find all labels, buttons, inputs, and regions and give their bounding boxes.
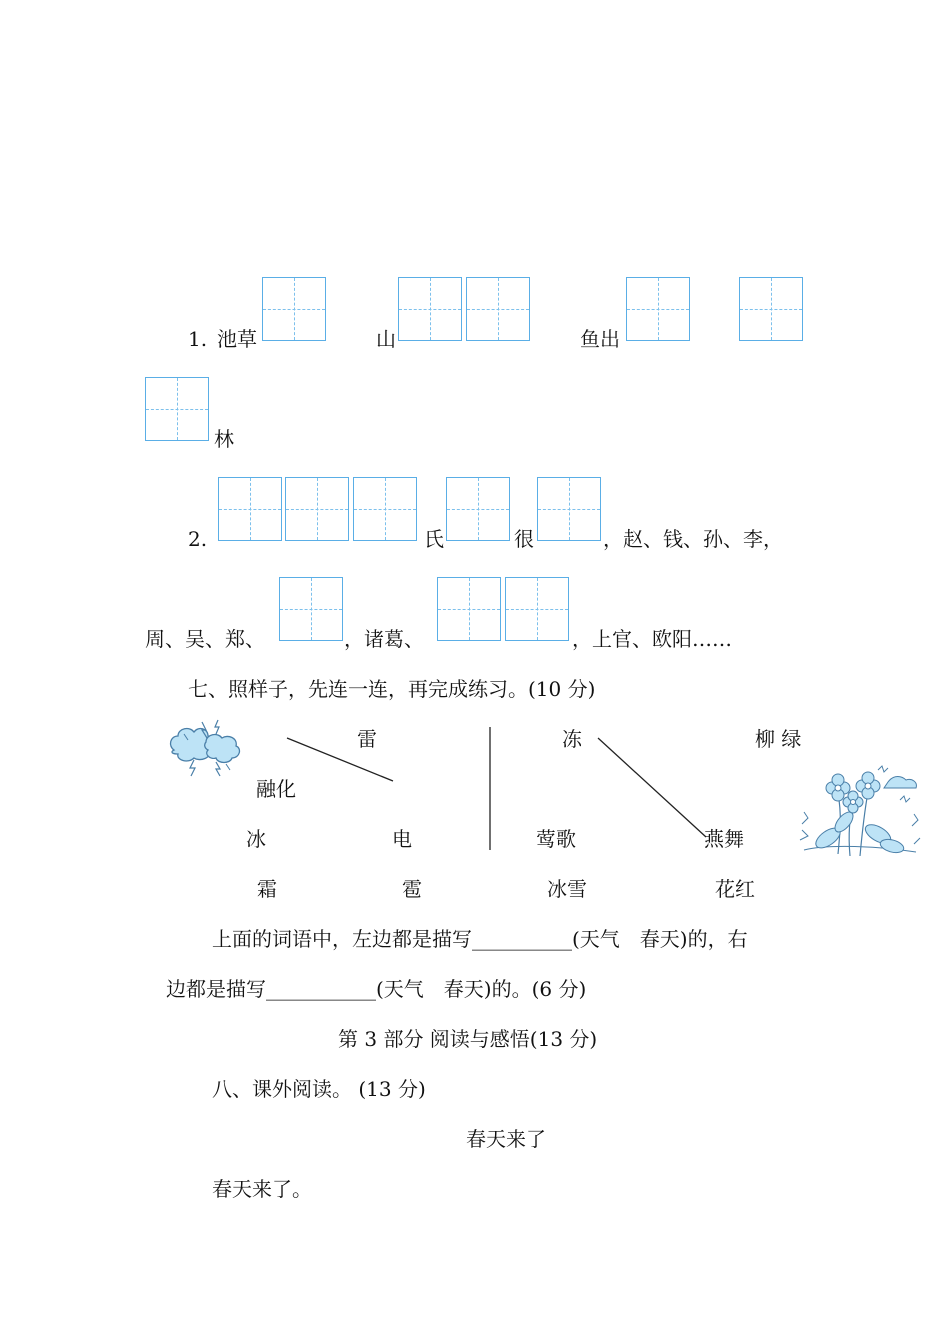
word-dong[interactable]: 冻 [562, 727, 582, 751]
question-text: (天气 春天)的，右 [572, 927, 748, 951]
exercise-8-heading: 八、课外阅读。 (13 分) [212, 1077, 426, 1101]
example-match-line [598, 738, 706, 837]
word-bao[interactable]: 雹 [402, 877, 422, 901]
word-shuang[interactable]: 霜 [257, 877, 277, 901]
text-segment: ，上官、欧阳…… [572, 627, 732, 651]
passage-title: 春天来了 [466, 1127, 546, 1151]
text-segment: 山 [376, 327, 396, 351]
question-text: 上面的词语中，左边都是描写 [212, 927, 472, 951]
word-dian[interactable]: 电 [392, 827, 412, 851]
text-segment: 林 [214, 427, 234, 451]
exercise-7-heading: 七、照样子，先连一连，再完成练习。(10 分) [188, 677, 596, 701]
word-lei[interactable]: 雷 [357, 727, 377, 751]
word-bingxue[interactable]: 冰雪 [547, 877, 587, 901]
fill-question-line-1 [212, 927, 748, 951]
passage-text: 春天来了。 [212, 1177, 312, 1201]
word-liulv[interactable]: 柳 绿 [755, 727, 802, 751]
answer-blank-1[interactable]: __________ [472, 927, 572, 951]
text-segment: 池草 [217, 327, 257, 351]
text-segment: 很 [514, 527, 534, 551]
word-ronghua[interactable]: 融化 [256, 777, 296, 801]
part-3-title: 第 3 部分 阅读与感悟(13 分) [338, 1027, 598, 1051]
word-yingge[interactable]: 莺歌 [536, 827, 576, 851]
item-number-1: 1. [188, 327, 208, 351]
question-text: (天气 春天)的。(6 分) [376, 977, 587, 1001]
word-yanwu[interactable]: 燕舞 [704, 827, 744, 851]
word-bing[interactable]: 冰 [246, 827, 266, 851]
text-segment: ，赵、钱、孙、李， [603, 527, 783, 551]
question-text: 边都是描写 [166, 977, 266, 1001]
text-segment: 鱼出 [580, 327, 620, 351]
fill-question-line-2 [166, 977, 586, 1001]
spring-flower-icon [798, 764, 922, 864]
text-segment: 氏 [424, 527, 444, 551]
text-segment: ，诸葛、 [344, 627, 424, 651]
text-segment: 周、吴、郑、 [145, 627, 265, 651]
word-huahong[interactable]: 花红 [715, 877, 755, 901]
example-match-line [287, 738, 393, 781]
answer-blank-2[interactable]: ___________ [266, 977, 376, 1001]
item-number-2: 2. [188, 527, 208, 551]
